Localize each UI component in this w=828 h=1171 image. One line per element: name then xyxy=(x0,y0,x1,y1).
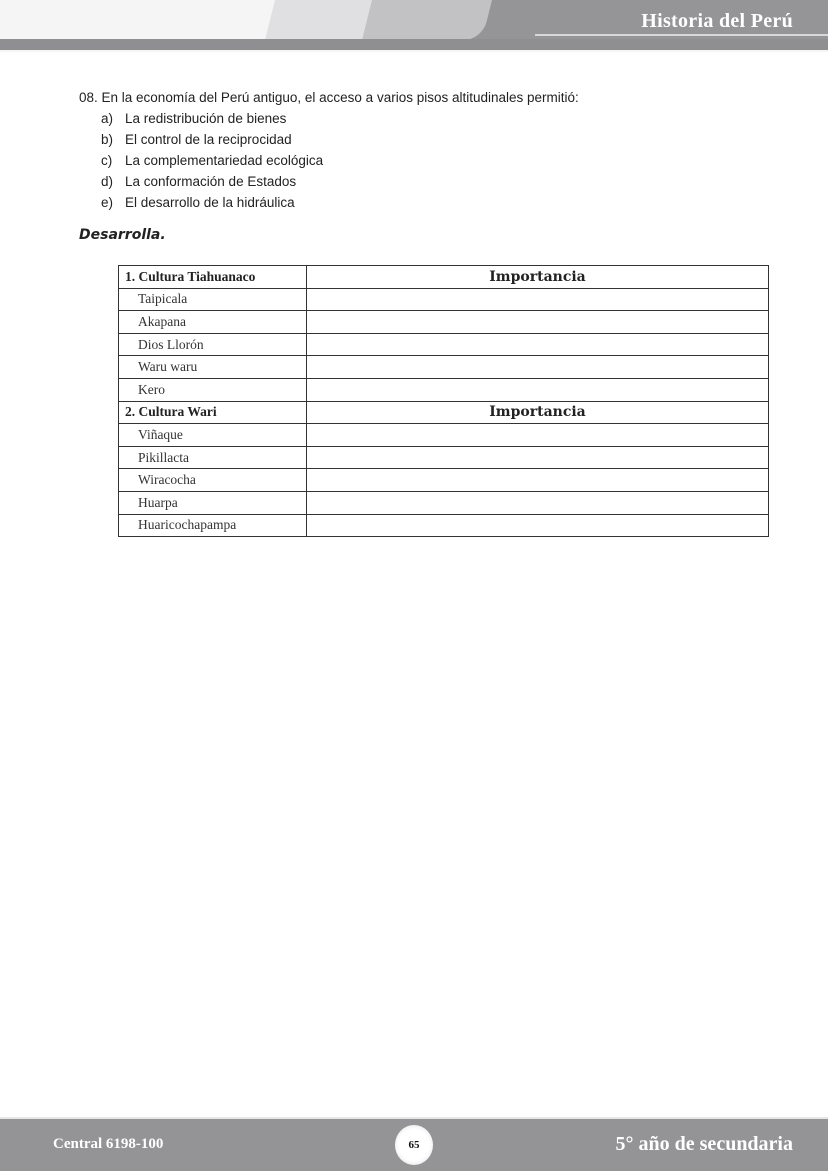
option-c xyxy=(79,151,579,172)
option-letter: c) xyxy=(101,153,113,168)
table-row xyxy=(119,514,769,537)
option-e xyxy=(79,193,579,214)
item-label: Kero xyxy=(119,378,307,401)
table-row xyxy=(119,424,769,447)
option-text: La conformación de Estados xyxy=(125,174,297,189)
importance-answer-cell[interactable] xyxy=(307,424,769,447)
importance-column-header: Importancia xyxy=(307,401,769,424)
option-letter: a) xyxy=(101,111,114,126)
group-heading: 1. Cultura Tiahuanaco xyxy=(119,266,307,289)
importance-column-header: Importancia xyxy=(307,266,769,289)
option-text: La redistribución de bienes xyxy=(125,111,287,126)
importance-answer-cell[interactable] xyxy=(307,469,769,492)
item-label: Waru waru xyxy=(119,356,307,379)
question-stem: 08. En la economía del Perú antiguo, el acceso a varios pisos altitudinales permitió: xyxy=(79,90,579,105)
header-strip xyxy=(0,39,828,50)
importance-answer-cell[interactable] xyxy=(307,333,769,356)
table-row xyxy=(119,469,769,492)
option-letter: b) xyxy=(101,132,114,147)
item-label: Wiracocha xyxy=(119,469,307,492)
table-row xyxy=(119,288,769,311)
importance-answer-cell[interactable] xyxy=(307,514,769,537)
table-row xyxy=(119,333,769,356)
option-letter: e) xyxy=(101,195,114,210)
importance-answer-cell[interactable] xyxy=(307,311,769,334)
page-number-badge xyxy=(395,1125,433,1165)
option-b xyxy=(79,130,579,151)
table-group-heading xyxy=(119,266,769,289)
answer-options xyxy=(79,109,579,214)
option-text: El desarrollo de la hidráulica xyxy=(125,195,295,210)
item-label: Dios Llorón xyxy=(119,333,307,356)
footer-grade: 5° año de secundaria xyxy=(615,1133,793,1155)
header-decor-band-mid xyxy=(362,0,492,40)
table-row xyxy=(119,378,769,401)
importance-answer-cell[interactable] xyxy=(307,288,769,311)
option-letter: d) xyxy=(101,174,114,189)
question-08 xyxy=(79,88,579,214)
importance-answer-cell[interactable] xyxy=(307,356,769,379)
option-text: La complementariedad ecológica xyxy=(125,153,324,168)
table-group-heading xyxy=(119,401,769,424)
importance-answer-cell[interactable] xyxy=(307,491,769,514)
worksheet-table xyxy=(118,265,769,537)
header-title: Historia del Perú xyxy=(641,10,793,32)
group-heading: 2. Cultura Wari xyxy=(119,401,307,424)
page-header xyxy=(0,0,828,52)
item-label: Huaricochapampa xyxy=(119,514,307,537)
item-label: Pikillacta xyxy=(119,446,307,469)
footer-phone: Central 6198-100 xyxy=(53,1136,164,1152)
option-text: El control de la reciprocidad xyxy=(125,132,292,147)
importance-answer-cell[interactable] xyxy=(307,378,769,401)
header-underline xyxy=(535,34,828,36)
page-footer xyxy=(0,1119,828,1171)
item-label: Akapana xyxy=(119,311,307,334)
importance-answer-cell[interactable] xyxy=(307,446,769,469)
page-number: 65 xyxy=(408,1139,420,1151)
item-label: Huarpa xyxy=(119,491,307,514)
option-d xyxy=(79,172,579,193)
table-row xyxy=(119,356,769,379)
table-row xyxy=(119,491,769,514)
item-label: Viñaque xyxy=(119,424,307,447)
table-row xyxy=(119,311,769,334)
table-row xyxy=(119,446,769,469)
item-label: Taipicala xyxy=(119,288,307,311)
option-a xyxy=(79,109,579,130)
section-title: Desarrolla. xyxy=(79,227,166,243)
